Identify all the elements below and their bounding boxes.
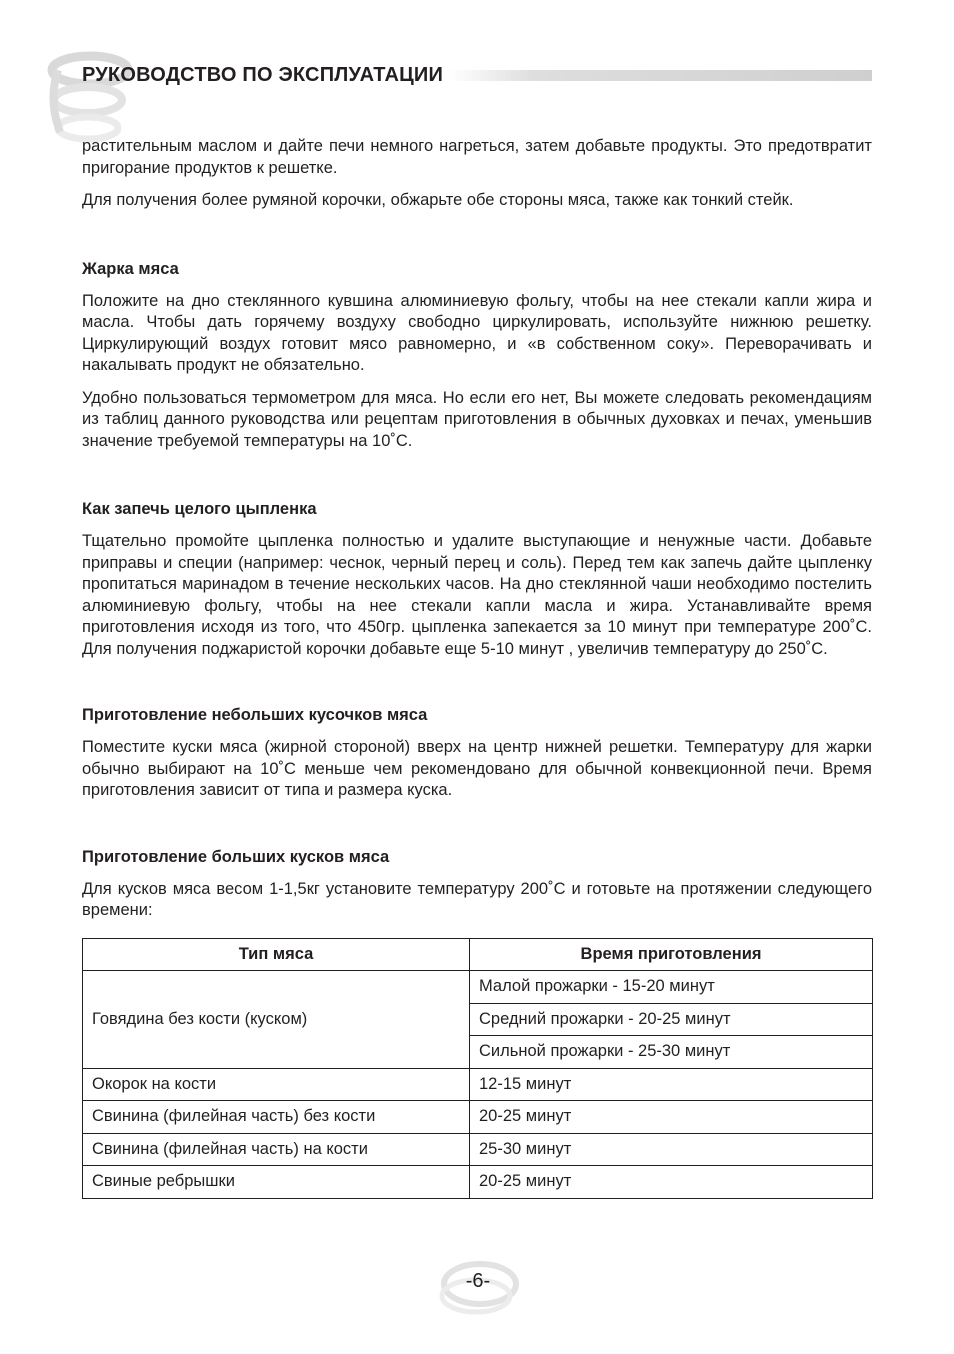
intro-paragraph-2: Для получения более румяной корочки, обжарьте обе стороны мяса, также как тонкий стейк.: [82, 191, 794, 209]
page-number: -6-: [465, 1270, 491, 1292]
table-cell-time: Малой прожарки - 15-20 минут: [470, 971, 873, 1004]
table-row: [83, 971, 873, 1004]
table-cell-time: 20-25 минут: [470, 1166, 873, 1199]
section-heading-roasting: Жарка мяса: [82, 259, 179, 278]
section-heading-small-pieces: Приготовление небольших кусочков мяса: [82, 706, 428, 724]
section-heading-large-pieces: Приготовление больших кусков мяса: [82, 847, 390, 866]
swirl-logo-icon: [38, 40, 138, 150]
table-row: [83, 1068, 873, 1101]
table-row: [83, 1133, 873, 1166]
small-pieces-paragraph-1: Поместите куски мяса (жирной стороной) вверх на центр нижней решетки. Температуру для жарки обычно выбирают на 10˚С меньше чем рекомендовано для обычной конвекционной печи. Время приготовления зависит от типа и размера куска.: [82, 738, 872, 799]
table-cell-meat-type: Говядина без кости (куском): [83, 971, 470, 1069]
large-pieces-paragraph-1: Для кусков мяса весом 1-1,5кг установите температуру 200˚С и готовьте на протяжении следующего времени:: [82, 879, 872, 919]
roasting-paragraph-1: Положите на дно стеклянного кувшина алюминиевую фольгу, чтобы на нее стекали капли жира и масла. Чтобы дать горячему воздуху свободно циркулировать, используйте нижнюю решетку. Циркулирующий воздух готовит мясо равномерно, и «в собственном соку». Переворачивать и накалывать продукт не обязательно.: [82, 291, 872, 374]
table-row: [83, 1166, 873, 1199]
table-row: [83, 1101, 873, 1134]
table-cell-meat-type: Свинина (филейная часть) на кости: [83, 1133, 470, 1166]
roasting-paragraph-2: Удобно пользоваться термометром для мяса. Но если его нет, Вы можете следовать рекомендациям из таблиц данного руководства или рецептам приготовления в обычных духовках и печах, уменьшив значение требуемой температуры на 10˚С.: [82, 388, 872, 450]
table-cell-meat-type: Свиные ребрышки: [83, 1166, 470, 1199]
table-cell-time: Средний прожарки - 20-25 минут: [470, 1003, 873, 1036]
header-bar: [449, 70, 872, 81]
chicken-paragraph-1: Тщательно промойте цыпленка полностью и удалите выступающие и ненужные части. Добавьте приправы и специи (например: чеснок, черный перец и соль). Перед тем как запечь дайте цыпленку пропитаться маринадом в течение нескольких часов. На дно стеклянной чаши необходимо постелить алюминиевую фольгу, чтобы на нее стекали капли масла и жира. Устанавливайте время приготовления исходя из того, что 450гр. цыпленка запекается за 10 минут при температуре 200˚С. Для получения поджаристой корочки добавьте еще 5-10 минут , увеличив температуру до 250˚С.: [82, 532, 872, 658]
table-cell-time: 25-30 минут: [470, 1133, 873, 1166]
page-number-block: [436, 1256, 520, 1318]
table-cell-meat-type: Свинина (филейная часть) без кости: [83, 1101, 470, 1134]
table-cell-time: 12-15 минут: [470, 1068, 873, 1101]
table-cell-time: 20-25 минут: [470, 1101, 873, 1134]
table-header-meat-type: Тип мяса: [83, 938, 470, 971]
table-cell-meat-type: Окорок на кости: [83, 1068, 470, 1101]
page-header: [82, 60, 872, 90]
table-cell-time: Сильной прожарки - 25-30 минут: [470, 1036, 873, 1069]
section-heading-chicken: Как запечь целого цыпленка: [82, 500, 317, 518]
header-title: РУКОВОДСТВО ПО ЭКСПЛУАТАЦИИ: [82, 63, 444, 86]
intro-paragraph-1: растительным маслом и дайте печи немного нагреться, затем добавьте продукты. Это предотвратит пригорание продуктов к решетке.: [82, 137, 872, 177]
table-header-cooking-time: Время приготовления: [470, 938, 873, 971]
table-header-row: [83, 938, 873, 971]
cooking-time-table: [82, 938, 873, 1199]
page-content: [82, 136, 872, 1199]
